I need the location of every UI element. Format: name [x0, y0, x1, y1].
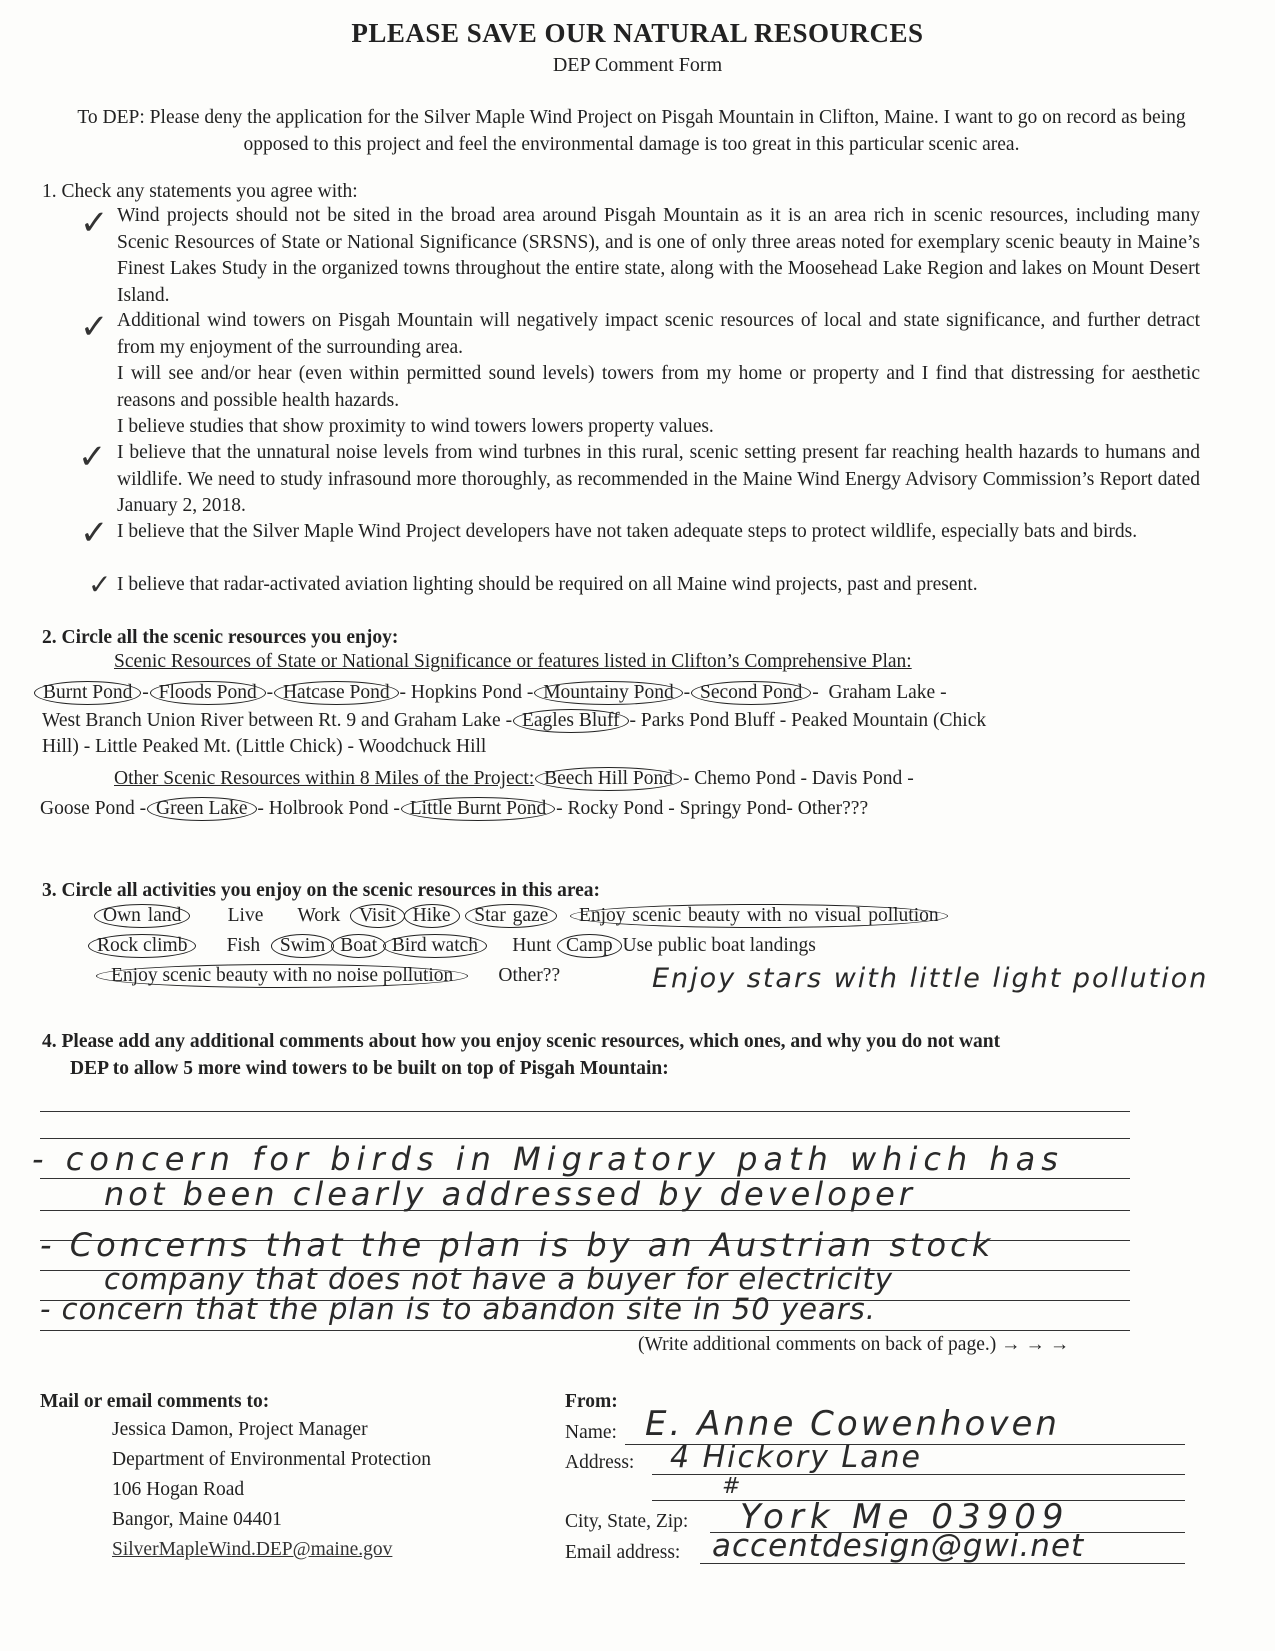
resource-item[interactable]: Rocky Pond [567, 798, 664, 819]
resource-item[interactable]: Eagles Bluff [513, 709, 629, 733]
dep-email-link[interactable]: SilverMapleWind.DEP@maine.gov [112, 1539, 393, 1560]
activity-item[interactable]: Enjoy scenic beauty with no visual pollution [570, 904, 948, 928]
resource-item[interactable]: Woodchuck Hill [358, 736, 487, 757]
comment-line [40, 1138, 1130, 1139]
comment-handwritten: - Concerns that the plan is by an Austrian stock [40, 1226, 995, 1264]
activity-item[interactable]: Other?? [498, 965, 561, 986]
activity-item[interactable]: Rock climb [88, 934, 196, 958]
resource-item[interactable]: Other??? [797, 798, 869, 819]
resource-item[interactable]: Little Burnt Pond [401, 797, 556, 821]
resource-item[interactable]: Burnt Pond [34, 681, 141, 705]
resources-row-3: Hill) - Little Peaked Mt. (Little Chick) - Woodchuck Hill [42, 736, 487, 757]
resource-item[interactable]: Holbrook Pond [268, 798, 389, 819]
comment-handwritten: not been clearly addressed by developer [104, 1175, 916, 1213]
q2-heading: 2. Circle all the scenic resources you enjoy: [42, 627, 399, 648]
other-activity-handwritten: Enjoy stars with little light pollution [652, 963, 1209, 994]
resource-item[interactable]: Hopkins Pond [410, 682, 522, 703]
activity-item[interactable]: Work [297, 905, 341, 926]
activity-item[interactable]: Camp [557, 934, 622, 958]
comment-handwritten: - concern for birds in Migratory path which has [32, 1140, 1064, 1178]
activities-row-3 [100, 964, 560, 988]
activity-item[interactable]: Bird watch [383, 934, 487, 958]
email-field[interactable]: accentdesign@gwi.net [712, 1528, 1085, 1564]
resource-item[interactable]: Floods Pond [150, 681, 266, 705]
activity-item[interactable]: Swim [271, 934, 335, 958]
address-label: Address: [565, 1452, 635, 1473]
activity-item[interactable]: Use public boat landings [622, 935, 816, 956]
resource-item[interactable]: Springy Pond [679, 798, 787, 819]
checkmark-icon: ✓ [88, 568, 112, 601]
resource-item[interactable]: Goose Pond [40, 798, 135, 819]
activity-item[interactable]: Own land [94, 904, 190, 928]
activity-item[interactable]: Hunt [512, 935, 552, 956]
resource-item[interactable]: Graham Lake [828, 682, 936, 703]
resource-item[interactable]: Hatcase Pond [274, 681, 399, 705]
comment-handwritten: - concern that the plan is to abandon site in 50 years. [40, 1292, 877, 1326]
activities-row-2 [92, 934, 816, 958]
mail-line: Jessica Damon, Project Manager [112, 1419, 368, 1440]
q4-heading: 4. Please add any additional comments about how you enjoy scenic resources, which ones, and why you do not want DEP to allow 5 more wind towers to be built on top of Pisgah Mountain: [42, 1031, 1001, 1079]
resource-item[interactable]: Peaked Mountain (Chick [791, 710, 987, 731]
resource-item[interactable]: Hill) [42, 736, 79, 757]
checkmark-icon: ✓ [80, 203, 109, 243]
mail-heading: Mail or email comments to: [40, 1391, 270, 1412]
other-resources-label: Other Scenic Resources within 8 Miles of the Project: [114, 768, 535, 789]
resource-item[interactable]: Mountainy Pond [534, 681, 683, 705]
resource-item[interactable]: Little Peaked Mt. (Little Chick) [95, 736, 343, 757]
form-title: PLEASE SAVE OUR NATURAL RESOURCES [351, 18, 924, 48]
resource-item[interactable]: Chemo Pond [694, 768, 796, 789]
city-state-zip-label: City, State, Zip: [565, 1511, 689, 1532]
srsns-label: Scenic Resources of State or National Significance or features listed in Clifton’s Comprehensive Plan: [114, 651, 912, 672]
resource-item[interactable]: West Branch Union River between Rt. 9 and Graham Lake [42, 710, 501, 731]
city-state-zip-field[interactable]: York Me 03909 [740, 1497, 1070, 1537]
name-field[interactable]: E. Anne Cowenhoven [645, 1404, 1060, 1444]
address-mark: # [722, 1474, 741, 1499]
resource-item[interactable]: Parks Pond Bluff [640, 710, 775, 731]
resources-row-5: Goose Pond - Green Lake - Holbrook Pond - Little Burnt Pond - Rocky Pond - Springy Pond- Other??? [40, 798, 869, 819]
activities-row-1 [98, 904, 944, 928]
email-label: Email address: [565, 1542, 681, 1563]
activity-item[interactable]: Boat [331, 934, 386, 958]
statement-4: I believe studies that show proximity to wind towers lowers property values. [117, 416, 714, 437]
activity-item[interactable]: Fish [226, 935, 261, 956]
resources-row-2: West Branch Union River between Rt. 9 and Graham Lake - Eagles Bluff - Parks Pond Bluff - Peaked Mountain (Chick [42, 710, 987, 731]
statement-7: I believe that radar-activated aviation lighting should be required on all Maine wind projects, past and present. [117, 574, 978, 595]
mail-line: Department of Environmental Protection [112, 1449, 431, 1470]
back-page-note: (Write additional comments on back of page.) → → → [638, 1334, 1070, 1355]
activity-item[interactable]: Hike [404, 904, 460, 928]
comment-line [40, 1111, 1130, 1112]
comment-line [40, 1330, 1130, 1331]
form-subtitle: DEP Comment Form [552, 54, 723, 76]
statement-5: I believe that the unnatural noise levels from wind turbnes in this rural, scenic setting present far reaching health hazards to humans and wildlife. We need to study infrasound more thoroughly, as recommended in the Maine Wind Energy Advisory Commission’s Report dated January 2, 2018. [117, 442, 1200, 516]
name-label: Name: [565, 1422, 617, 1443]
statement-6: I believe that the Silver Maple Wind Project developers have not taken adequate steps to protect wildlife, especially bats and birds. [117, 521, 1138, 542]
statement-2: Additional wind towers on Pisgah Mountain will negatively impact scenic resources of local and state significance, and further detract from my enjoyment of the surrounding area. [117, 310, 1200, 358]
activity-item[interactable]: Enjoy scenic beauty with no noise pollution [96, 964, 468, 988]
resource-item[interactable]: Green Lake [147, 797, 256, 821]
resources-row-4: Other Scenic Resources within 8 Miles of the Project: Beech Hill Pond - Chemo Pond - Davis Pond - [114, 768, 914, 789]
checkmark-icon: ✓ [80, 513, 109, 553]
activity-item[interactable]: Live [227, 905, 264, 926]
activity-item[interactable]: Star gaze [465, 904, 557, 928]
address-field[interactable]: 4 Hickory Lane [670, 1440, 922, 1475]
statement-3: I will see and/or hear (even within permitted sound levels) towers from my home or property and I find that distressing for aesthetic reasons and possible health hazards. [117, 363, 1200, 411]
comment-handwritten: company that does not have a buyer for electricity [104, 1262, 893, 1296]
checkmark-icon: ✓ [80, 307, 109, 347]
intro-paragraph: To DEP: Please deny the application for the Silver Maple Wind Project on Pisgah Mountain in Clifton, Maine. I want to go on record as being opposed to this project and feel the environmental damage is too great in this particular scenic area. [77, 107, 1186, 155]
q1-heading: 1. Check any statements you agree with: [42, 181, 358, 202]
mail-line: Bangor, Maine 04401 [112, 1509, 282, 1530]
resource-item[interactable]: Second Pond [691, 681, 811, 705]
statement-1: Wind projects should not be sited in the broad area around Pisgah Mountain as it is an area rich in scenic resources, including many Scenic Resources of State or National Significance (SRSNS), and is one of only three areas noted for exemplary scenic beauty in Maine’s Finest Lakes Study in the organized towns throughout the entire state, along with the Moosehead Lake Region and lakes on Mount Desert Island. [117, 205, 1200, 306]
resource-item[interactable]: Davis Pond [811, 768, 903, 789]
checkmark-icon: ✓ [78, 437, 107, 477]
resource-item[interactable]: Beech Hill Pond [535, 767, 682, 791]
resources-row-1: Burnt Pond - Floods Pond - Hatcase Pond - Hopkins Pond - Mountainy Pond - Second Pond - Graham Lake - [38, 681, 947, 705]
activity-item[interactable]: Visit [350, 904, 405, 928]
q3-heading: 3. Circle all activities you enjoy on the scenic resources in this area: [42, 880, 601, 901]
from-heading: From: [565, 1391, 618, 1412]
mail-line: 106 Hogan Road [112, 1479, 245, 1500]
